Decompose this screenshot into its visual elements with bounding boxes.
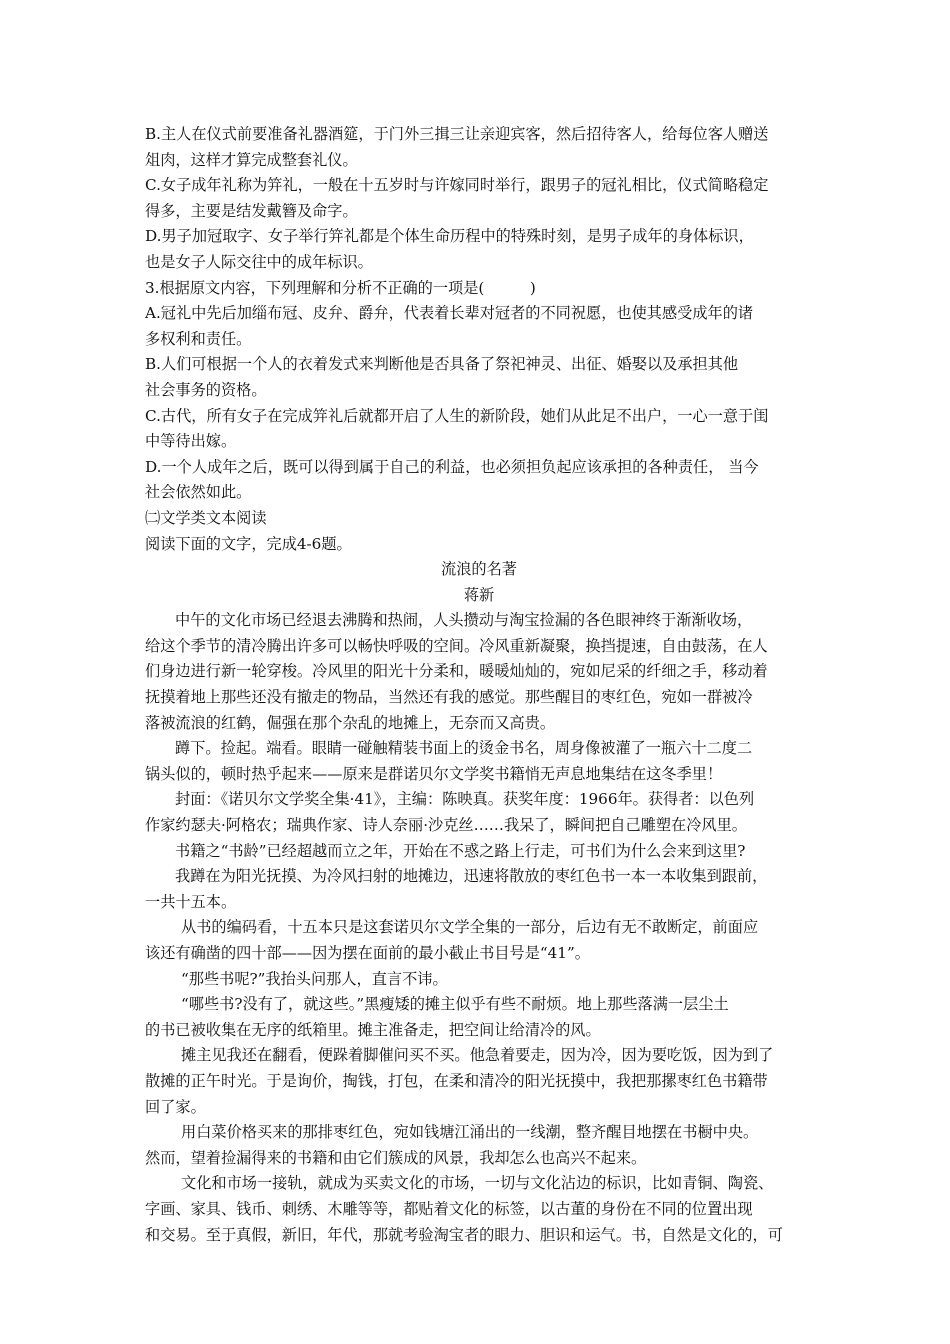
text-line: 中等待出嫁。 [145,432,237,451]
text-line: 蹲下。捡起。端看。眼睛一碰触精装书面上的烫金书名，周身像被灌了一瓶六十二度二 [175,739,753,758]
q3-option-c [145,404,813,455]
text-line: 也是女子人际交往中的成年标识。 [145,252,373,271]
text-line: “哪些书?没有了，就这些。”黑瘦矮的摊主似乎有些不耐烦。地上那些落满一层尘土 [181,995,729,1014]
text-line: D.男子加冠取字、女子举行笄礼都是个体生命历程中的特殊时刻，是男子成年的身体标识， [145,227,754,246]
text-line: C.女子成年礼称为笄礼，一般在十五岁时与许嫁同时举行，跟男子的冠礼相比，仪式简略稳定 [145,176,769,195]
text-line: 然而，望着捡漏得来的书籍和由它们簇成的风景，我却怎么也高兴不起来。 [145,1148,647,1167]
text-line: 社会依然如此。 [145,483,252,502]
text-line: 书籍之“书龄”已经超越而立之年，开始在不惑之路上行走，可书们为什么会来到这里? [175,841,746,860]
paragraph [145,915,813,966]
question-stem: 3.根据原文内容，下列理解和分析不正确的一项是( ) [145,278,536,297]
paragraph [145,1171,813,1248]
paragraph [145,1120,813,1171]
text-line: 该还有确凿的四十部——因为摆在面前的最小截止书目号是“41”。 [145,944,590,962]
text-line: 散摊的正午时光。于是询价，掏钱，打包，在柔和清冷的阳光抚摸中，我把那摞枣红色书籍带 [145,1071,768,1090]
question-3 [145,276,813,506]
paragraph [145,839,813,865]
text-line: 和交易。至于真假，新旧，年代，那就考验淘宝者的眼力、胆识和运气。书，自然是文化的，可 [145,1225,783,1244]
text-line: 抚摸着地上那些还没有撤走的物品，当然还有我的感觉。那些醒目的枣红色，宛如一群被冷 [145,688,753,707]
text-line: B.主人在仪式前要准备礼器酒筵，于门外三揖三让亲迎宾客，然后招待客人，给每位客人赠送 [145,125,769,143]
text-line: 们身边进行新一轮穿梭。冷风里的阳光十分柔和，暖暖灿灿的，宛如尼采的纤细之手，移动着 [145,662,768,681]
text-line: 给这个季节的清冷腾出许多可以畅快呼吸的空间。冷风重新凝聚，换挡提速，自由鼓荡，在人 [145,636,768,655]
q2-option-c [145,173,813,224]
article-author: 蒋新 [463,585,495,604]
article-body [145,608,813,1248]
text-line: 一共十五本。 [145,892,237,911]
q3-option-d [145,455,813,506]
text-line: B.人们可根据一个人的衣着发式来判断他是否具备了祭祀神灵、出征、婚娶以及承担其他 [145,355,739,374]
text-line: 我蹲在为阳光抚摸、为冷风扫射的地摊边，迅速将散放的枣红色书一本一本收集到跟前， [175,867,768,886]
document-page [145,122,813,1248]
text-line: 得多，主要是结发戴簪及命字。 [145,201,358,220]
paragraph [145,736,813,787]
paragraph [145,992,813,1043]
text-line: 作家约瑟夫·阿格农；瑞典作家、诗人奈丽·沙克丝……我呆了，瞬间把自己雕塑在冷风里。 [145,816,747,835]
text-line: 文化和市场一接轨，就成为买卖文化的市场，一切与文化沾边的标识，比如青铜、陶瓷、 [181,1174,774,1193]
section-instruction: 阅读下面的文字，完成4-6题。 [145,534,352,553]
text-line: A.冠礼中先后加缁布冠、皮弁、爵弁，代表着长辈对冠者的不同祝愿，也使其感受成年的诸 [145,304,754,323]
text-line: 锅头似的，顿时热乎起来——原来是群诺贝尔文学奖书籍悄无声息地集结在这冬季里！ [145,764,723,783]
text-line: D.一个人成年之后，既可以得到属于自己的利益，也必须担负起应该承担的各种责任， 当今 [145,457,759,476]
article-title: 流浪的名著 [441,560,517,579]
paragraph [145,787,813,838]
text-line: 的书已被收集在无序的纸箱里。摊主准备走，把空间让给清冷的风。 [145,1020,601,1039]
q3-option-b [145,352,813,403]
text-line: 用白菜价格买来的那排枣红色，宛如钱塘江涌出的一线潮，整齐醒目地摆在书橱中央。 [181,1123,759,1142]
text-line: 封面：《诺贝尔文学奖全集·41》，主编：陈映真。获奖年度：1966年。获得者：以色列 [175,790,755,809]
text-line: 从书的编码看，十五本只是这套诺贝尔文学全集的一部分，后边有无不敢断定，前面应 [181,918,759,937]
paragraph [145,864,813,915]
text-line: 俎肉，这样才算完成整套礼仪。 [145,150,358,169]
q2-option-b [145,122,813,173]
text-line: 社会事务的资格。 [145,380,267,399]
paragraph [145,967,813,993]
text-line: 多权利和责任。 [145,329,252,348]
paragraph [145,1043,813,1120]
text-line: 字画、家具、钱币、刺绣、木雕等等，都贴着文化的标签，以古董的身份在不同的位置出现 [145,1199,753,1218]
text-line: 中午的文化市场已经退去沸腾和热闹，人头攒动与淘宝捡漏的各色眼神终于渐渐收场， [175,611,753,630]
text-line: 回了家。 [145,1097,206,1116]
q3-option-a [145,301,813,352]
section-heading: ㈡文学类文本阅读 [145,508,267,527]
text-line: 摊主见我还在翻看，便跺着脚催问买不买。他急着要走，因为冷，因为要吃饭，因为到了 [181,1046,774,1065]
q2-option-d [145,224,813,275]
text-line: 落被流浪的红鹤，倔强在那个杂乱的地摊上，无奈而又高贵。 [145,713,556,732]
text-line: C.古代，所有女子在完成笄礼后就都开启了人生的新阶段，她们从此足不出户，一心一意于闺 [145,406,769,425]
text-line: “那些书呢?”我抬头问那人，直言不讳。 [181,969,448,988]
paragraph [145,608,813,736]
